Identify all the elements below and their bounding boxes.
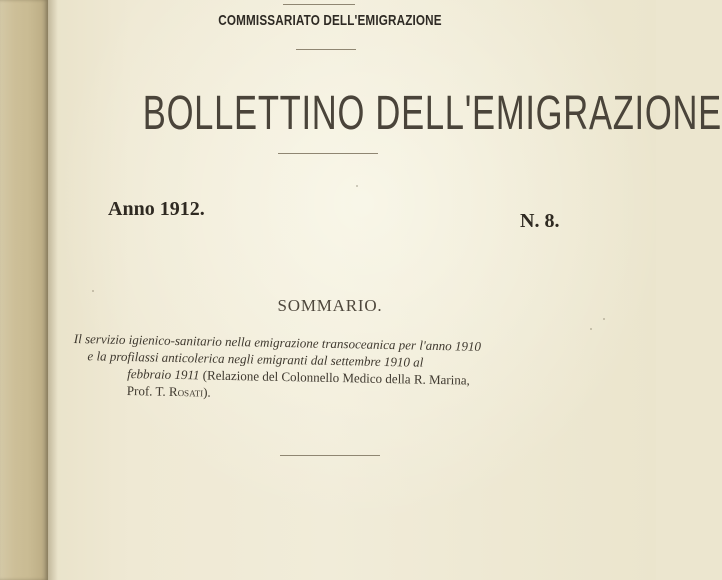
paper-speck [590, 328, 592, 330]
summary-italic-date: febbraio 1911 [127, 366, 200, 383]
issue-year: Anno 1912. [108, 198, 205, 220]
divider-rule [278, 153, 378, 154]
divider-rule [280, 455, 380, 456]
summary-text [73, 330, 594, 408]
summary-line: e la profilassi anticolerica negli emigranti dal settembre 1910 al [87, 348, 424, 370]
paper-speck [603, 318, 605, 320]
paper-speck [92, 290, 94, 292]
summary-report-note: (Relazione del Colonnello Medico della R. Marina, [199, 367, 471, 388]
page-title: BOLLETTINO DELL'EMIGRAZIONE [142, 87, 722, 140]
author-prefix: Prof. T. [126, 383, 170, 399]
author-name: Rosati [168, 383, 204, 400]
divider-rule [296, 49, 356, 50]
summary-line: Il servizio igienico-sanitario nella emigrazione transoceanica per l'anno 1910 [73, 330, 482, 354]
organization-heading: COMMISSARIATO DELL'EMIGRAZIONE [218, 12, 442, 29]
paper-speck [356, 185, 358, 187]
issue-number: N. 8. [520, 210, 560, 232]
binding-spine [0, 0, 48, 580]
binding-shadow [48, 0, 58, 580]
author-suffix: ). [203, 384, 211, 400]
summary-heading: SOMMARIO. [277, 296, 383, 315]
top-rule [283, 4, 355, 5]
